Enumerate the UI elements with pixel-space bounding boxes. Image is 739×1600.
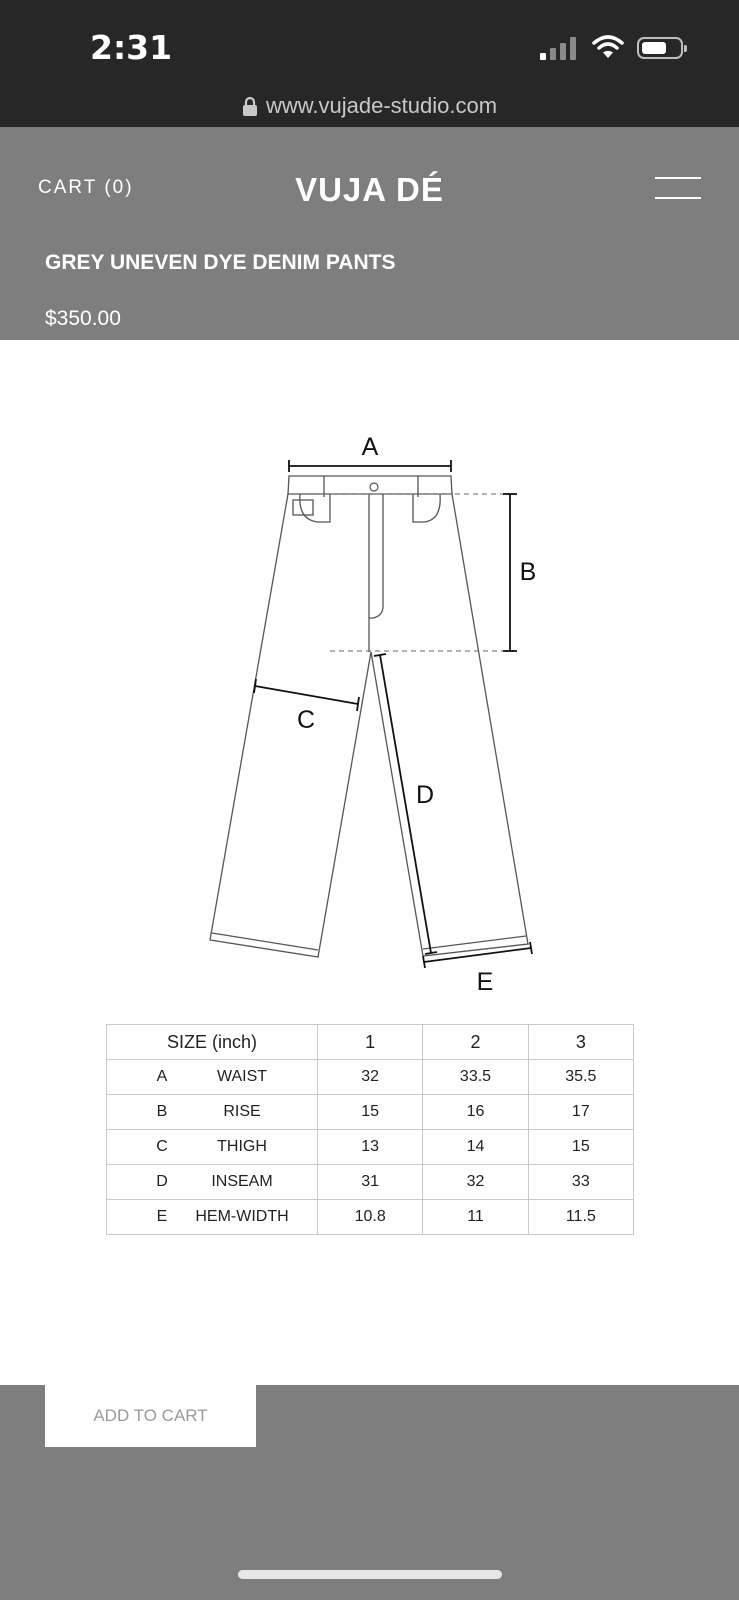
- battery-icon: [637, 37, 683, 59]
- table-cell: 16: [423, 1095, 528, 1130]
- table-cell: 15: [318, 1095, 423, 1130]
- measurement-letter: B: [156, 1103, 168, 1120]
- label-b: B: [519, 558, 537, 586]
- site-header: [0, 127, 739, 340]
- home-indicator[interactable]: [238, 1570, 502, 1579]
- measurement-name: RISE: [223, 1103, 261, 1120]
- table-cell: 11: [423, 1200, 528, 1235]
- label-c: C: [296, 706, 316, 734]
- status-time: 2:31: [90, 28, 173, 67]
- table-cell: 33: [528, 1165, 633, 1200]
- table-row: [107, 1060, 634, 1095]
- table-cell: 33.5: [423, 1060, 528, 1095]
- size-unit-header: SIZE (inch): [107, 1025, 318, 1060]
- hamburger-menu-icon[interactable]: [655, 177, 701, 199]
- lock-icon: [242, 96, 258, 116]
- measurement-label: [107, 1165, 318, 1200]
- size-column-header: 3: [528, 1025, 633, 1060]
- measurement-letter: C: [156, 1138, 168, 1155]
- label-a: A: [361, 433, 379, 461]
- measurement-letter: E: [156, 1208, 168, 1225]
- product-price: $350.00: [45, 307, 121, 330]
- measurement-letter: A: [156, 1068, 168, 1085]
- measurement-name: HEM-WIDTH: [195, 1208, 289, 1225]
- wifi-icon: [592, 34, 624, 60]
- measurement-name: WAIST: [216, 1068, 268, 1085]
- table-cell: 11.5: [528, 1200, 633, 1235]
- status-bar: [0, 0, 739, 127]
- measurement-label: [107, 1060, 318, 1095]
- pants-measurement-diagram: [0, 340, 739, 1010]
- url-text: www.vujade-studio.com: [265, 93, 498, 119]
- measurement-label: [107, 1130, 318, 1165]
- measurement-name: THIGH: [217, 1138, 267, 1155]
- address-bar[interactable]: [0, 92, 739, 119]
- table-cell: 13: [318, 1130, 423, 1165]
- size-column-header: 2: [423, 1025, 528, 1060]
- table-row: [107, 1095, 634, 1130]
- measurement-letter: D: [156, 1173, 168, 1190]
- table-row: [107, 1165, 634, 1200]
- table-cell: 32: [318, 1060, 423, 1095]
- table-cell: 31: [318, 1165, 423, 1200]
- table-cell: 10.8: [318, 1200, 423, 1235]
- purchase-footer: [0, 1385, 739, 1600]
- table-row: [107, 1130, 634, 1165]
- size-column-header: 1: [318, 1025, 423, 1060]
- add-to-cart-button[interactable]: ADD TO CART: [45, 1385, 256, 1447]
- table-cell: 35.5: [528, 1060, 633, 1095]
- table-row: [107, 1200, 634, 1235]
- cart-link[interactable]: CART (0): [38, 177, 134, 198]
- table-cell: 32: [423, 1165, 528, 1200]
- size-chart-table: [106, 1024, 634, 1235]
- table-cell: 17: [528, 1095, 633, 1130]
- table-cell: 15: [528, 1130, 633, 1165]
- measurement-label: [107, 1095, 318, 1130]
- label-e: E: [476, 968, 494, 996]
- label-d: D: [415, 781, 435, 809]
- product-title: GREY UNEVEN DYE DENIM PANTS: [45, 251, 396, 274]
- brand-logo[interactable]: VUJA DÉ: [295, 171, 444, 208]
- table-header-row: [107, 1025, 634, 1060]
- measurement-label: [107, 1200, 318, 1235]
- measurement-name: INSEAM: [211, 1173, 273, 1190]
- table-cell: 14: [423, 1130, 528, 1165]
- signal-icon: [540, 36, 580, 60]
